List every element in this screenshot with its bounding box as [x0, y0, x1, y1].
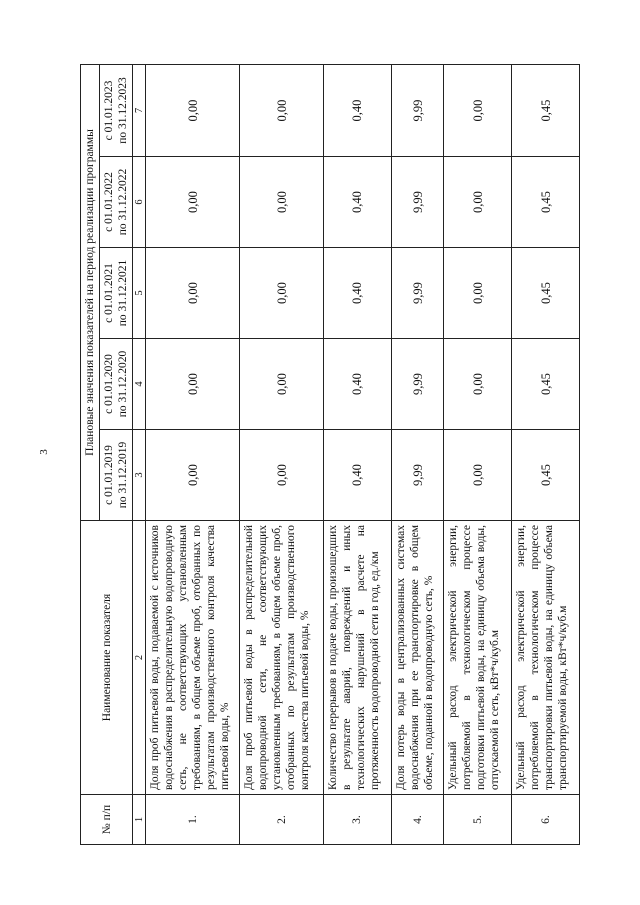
indicators-table [80, 64, 580, 845]
indicator-value: 9,99 [391, 430, 444, 521]
indicator-name: Удельный расход электрической энергии, потребляемой в технологическом процессе транспортировки питьевой воды, на единицу объема транспортируемой воды, кВт*ч/куб.м [512, 521, 580, 795]
indicator-value: 0,00 [240, 157, 324, 248]
row-number: 5. [444, 795, 512, 845]
column-index: 7 [133, 65, 146, 157]
indicator-value: 0,00 [444, 339, 512, 430]
header-period: с 01.01.2020 по 31.12.2020 [100, 339, 133, 430]
page-number: 3 [38, 449, 50, 455]
table-row [146, 65, 240, 845]
indicator-value: 0,00 [444, 248, 512, 339]
indicator-value: 0,45 [512, 339, 580, 430]
indicator-value: 0,40 [323, 430, 391, 521]
header-number: № п/п [81, 795, 133, 845]
row-number: 4. [391, 795, 444, 845]
table-row [512, 65, 580, 845]
indicator-value: 0,40 [323, 339, 391, 430]
indicator-value: 0,00 [146, 157, 240, 248]
indicator-value: 9,99 [391, 65, 444, 157]
indicator-value: 0,40 [323, 157, 391, 248]
indicator-value: 0,00 [146, 65, 240, 157]
column-index: 5 [133, 248, 146, 339]
indicator-value: 0,00 [240, 339, 324, 430]
indicator-value: 9,99 [391, 248, 444, 339]
indicator-name: Доля проб питьевой воды, подаваемой с источников водоснабжения в распределительную водопроводную сеть, не соответствующих установленным требованиям, в общем объеме проб, отобранных по результатам производственного контроля качества питьевой воды, % [146, 521, 240, 795]
indicator-value: 9,99 [391, 339, 444, 430]
indicator-value: 0,45 [512, 65, 580, 157]
row-number: 3. [323, 795, 391, 845]
row-number: 6. [512, 795, 580, 845]
indicator-value: 0,45 [512, 430, 580, 521]
indicator-value: 0,00 [444, 65, 512, 157]
row-number: 2. [240, 795, 324, 845]
indicator-value: 0,00 [444, 430, 512, 521]
table-row [391, 65, 444, 845]
column-index: 6 [133, 157, 146, 248]
header-period: с 01.01.2022 по 31.12.2022 [100, 157, 133, 248]
header-period: с 01.01.2023 по 31.12.2023 [100, 65, 133, 157]
indicator-value: 9,99 [391, 157, 444, 248]
rotated-table-container [80, 65, 580, 845]
indicator-value: 0,00 [240, 430, 324, 521]
table-row [323, 65, 391, 845]
column-index: 3 [133, 430, 146, 521]
row-number: 1. [146, 795, 240, 845]
column-index: 2 [133, 521, 146, 795]
column-index: 1 [133, 795, 146, 845]
header-planned-values: Плановые значения показателей на период реализации программы [81, 65, 100, 521]
indicator-value: 0,40 [323, 65, 391, 157]
header-indicator-name: Наименование показателя [81, 521, 133, 795]
indicator-name: Доля проб питьевой воды в распределительной водопроводной сети, не соответствующих установленным требованиям, в общем объеме проб, отобранных по результатам производственного контроля качества питьевой воды, % [240, 521, 324, 795]
header-period: с 01.01.2021 по 31.12.2021 [100, 248, 133, 339]
indicator-value: 0,45 [512, 157, 580, 248]
indicator-value: 0,00 [240, 248, 324, 339]
indicator-value: 0,00 [444, 157, 512, 248]
indicator-value: 0,40 [323, 248, 391, 339]
indicator-value: 0,00 [146, 248, 240, 339]
indicator-name: Доля потерь воды в централизованных системах водоснабжения при ее транспортировке в общем объеме, поданной в водопроводную сеть, % [391, 521, 444, 795]
indicator-value: 0,00 [240, 65, 324, 157]
indicator-name: Удельный расход электрической энергии, потребляемой в технологическом процессе подготовки питьевой воды, на единицу объема воды, отпускаемой в сеть, кВт*ч/куб.м [444, 521, 512, 795]
table-row [240, 65, 324, 845]
column-index: 4 [133, 339, 146, 430]
indicator-value: 0,45 [512, 248, 580, 339]
header-period: с 01.01.2019 по 31.12.2019 [100, 430, 133, 521]
indicator-value: 0,00 [146, 430, 240, 521]
indicator-value: 0,00 [146, 339, 240, 430]
indicator-name: Количество перерывов в подаче воды, произошедших в результате аварий, повреждений и иных технологических нарушений в расчете на протяженность водопроводной сети в год, ед./км [323, 521, 391, 795]
table-row [444, 65, 512, 845]
